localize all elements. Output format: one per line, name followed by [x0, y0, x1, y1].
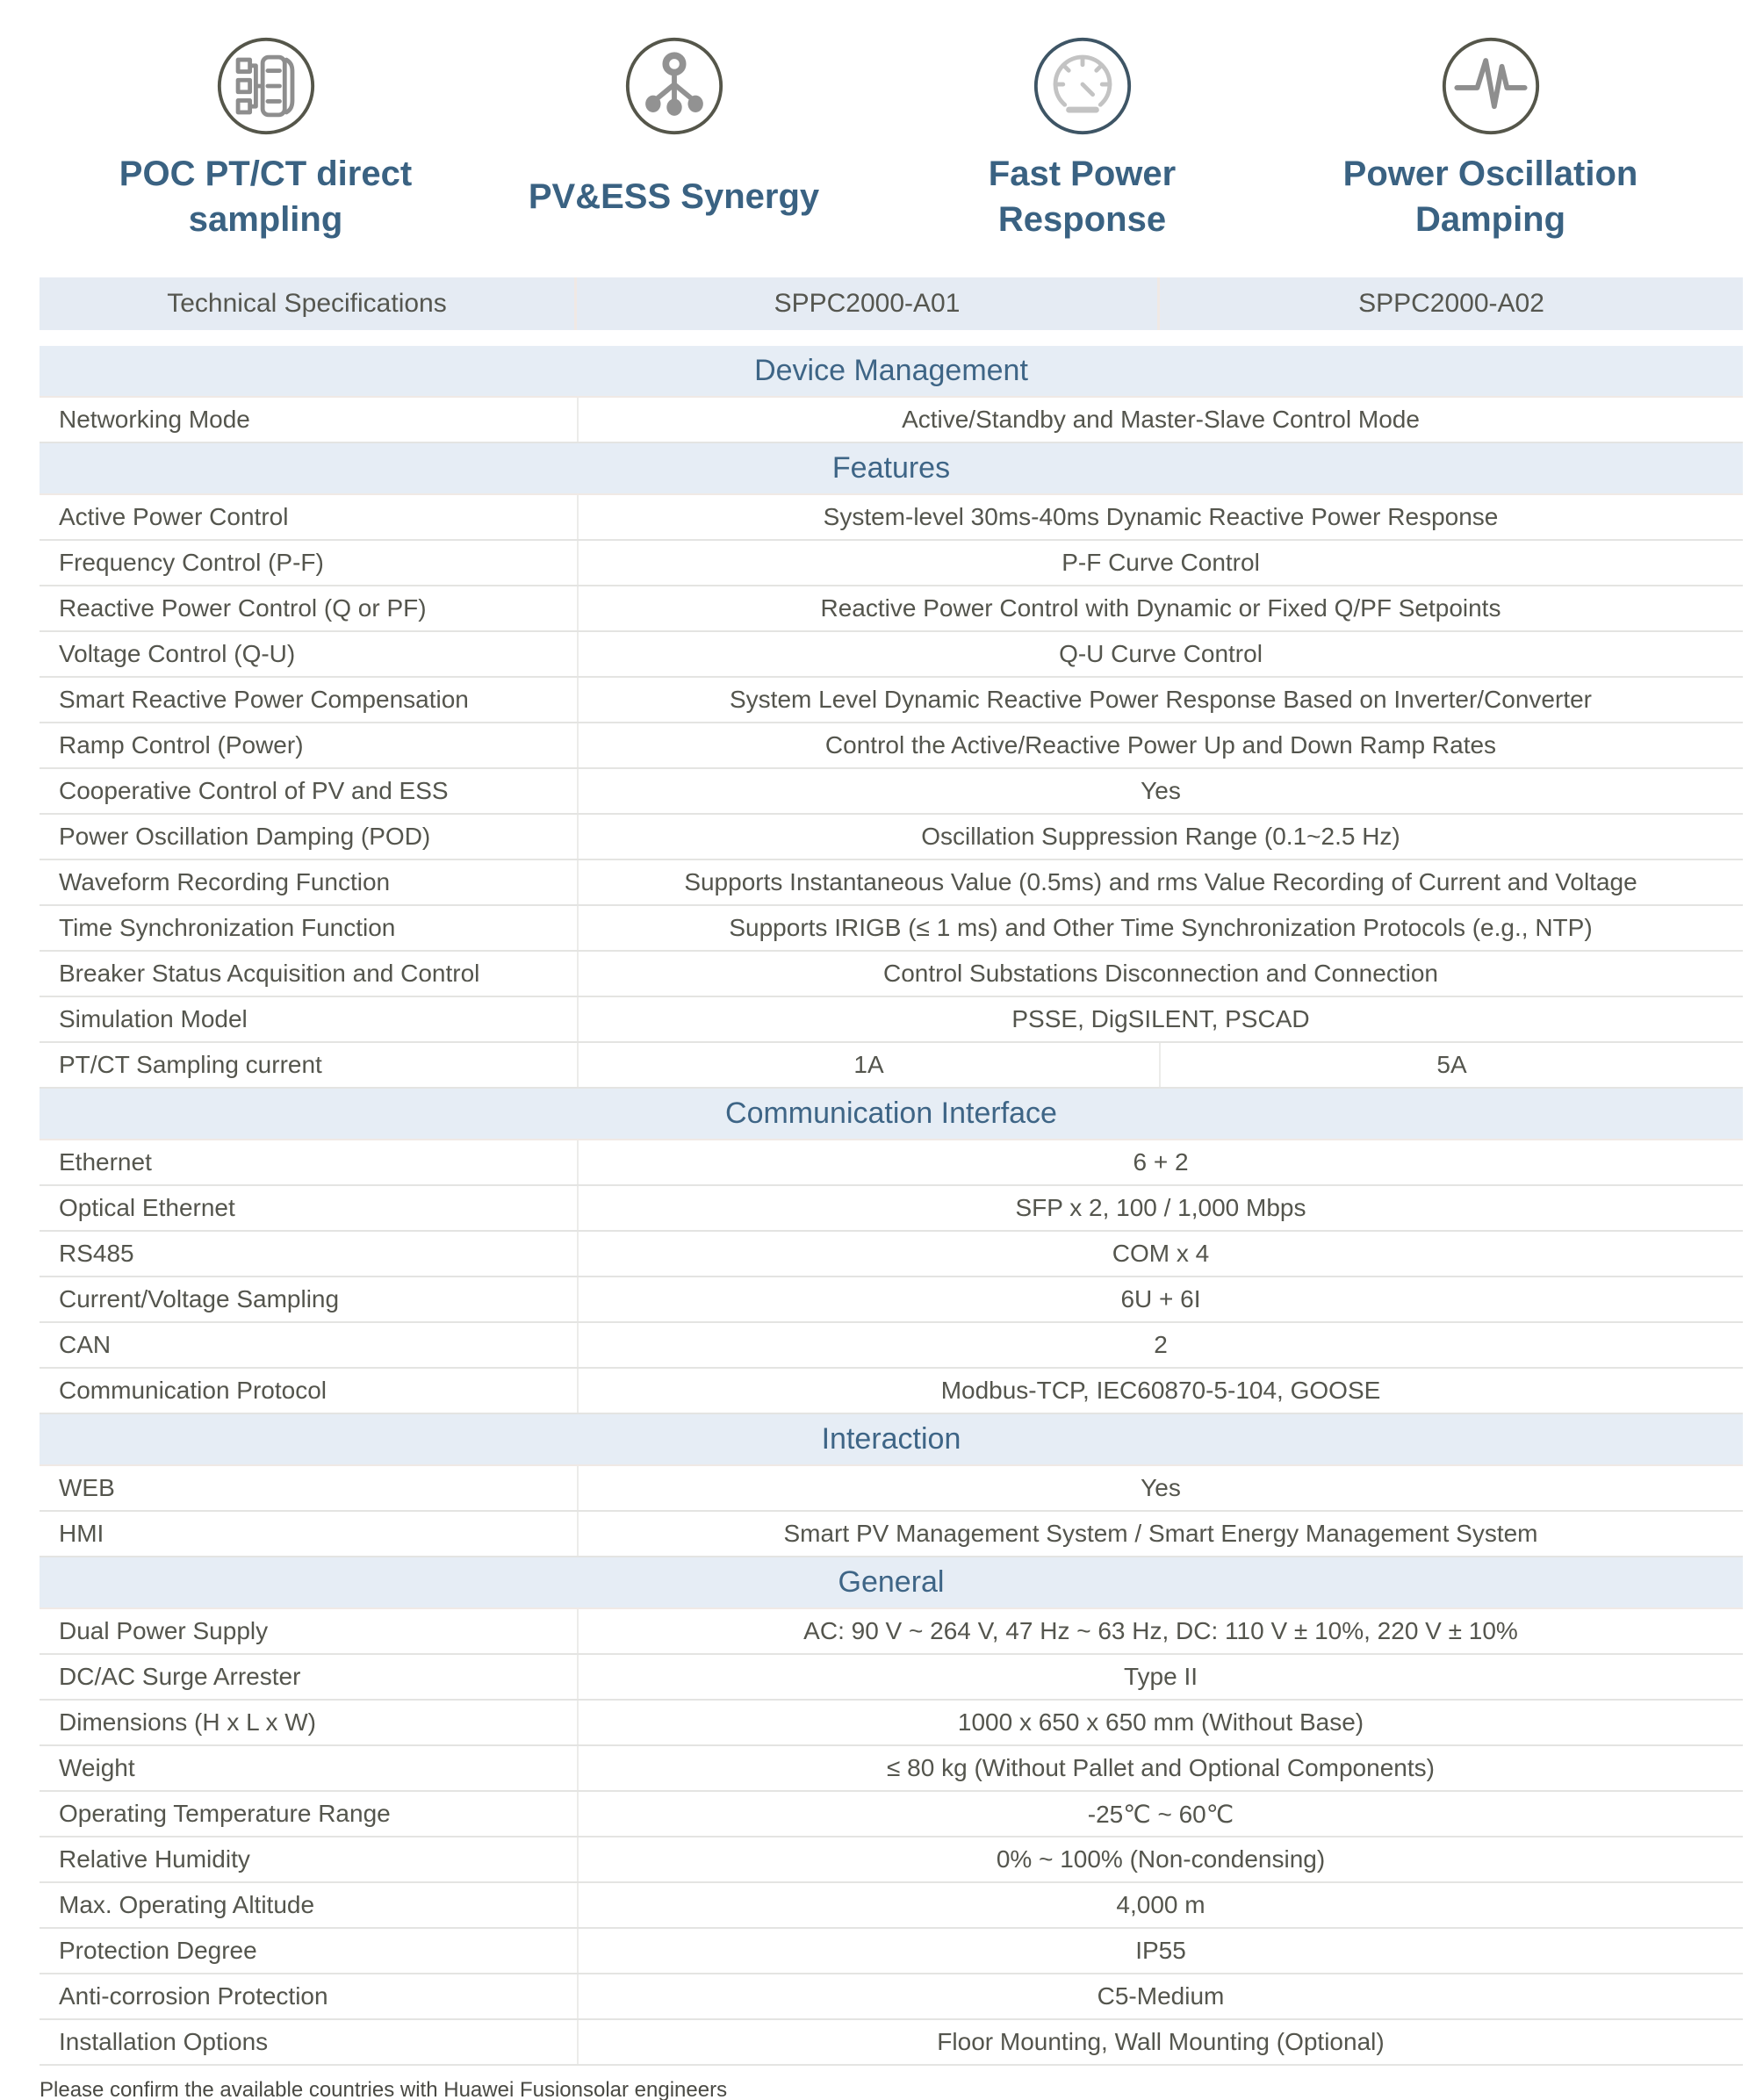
feature-label: PV&ESS Synergy	[528, 177, 820, 216]
row-label: RS485	[59, 1240, 134, 1267]
row-value: 0% ~ 100% (Non-condensing)	[577, 1838, 1743, 1881]
spec-row-networking-mode	[40, 398, 1743, 443]
row-label: HMI	[59, 1520, 104, 1547]
row-value: Smart PV Management System / Smart Energy Management System	[577, 1512, 1743, 1556]
row-value: Supports Instantaneous Value (0.5ms) and rms Value Recording of Current and Voltage	[577, 860, 1743, 904]
row-value: Control Substations Disconnection and Connection	[577, 952, 1743, 996]
section-title: Device Management	[754, 354, 1028, 387]
row-label: Ramp Control (Power)	[59, 731, 304, 759]
row-label: Current/Voltage Sampling	[59, 1285, 340, 1312]
row-label: Installation Options	[59, 2028, 269, 2055]
row-label: Operating Temperature Range	[59, 1800, 391, 1827]
spec-row-ethernet	[40, 1140, 1743, 1186]
feature-label: Fast Power Response	[988, 155, 1177, 239]
row-value: Supports IRIGB (≤ 1 ms) and Other Time Synchronization Protocols (e.g., NTP)	[577, 906, 1743, 950]
row-label: Power Oscillation Damping (POD)	[59, 823, 431, 850]
row-value: 1000 x 650 x 650 mm (Without Base)	[577, 1701, 1743, 1744]
header-technical-specifications: Technical Specifications	[40, 277, 577, 330]
spec-row-time-synchronization-function	[40, 906, 1743, 952]
spec-row-smart-reactive-power-compensation	[40, 678, 1743, 723]
row-value: 6 + 2	[577, 1140, 1743, 1184]
feature-item-power-oscillation-damping	[1286, 35, 1695, 244]
header-model-sppc2000-a02: SPPC2000-A02	[1358, 289, 1544, 318]
feature-label: Power Oscillation Damping	[1342, 155, 1638, 239]
row-label: Networking Mode	[59, 406, 250, 433]
row-label: Protection Degree	[59, 1937, 257, 1964]
row-label: CAN	[59, 1331, 112, 1358]
row-value: Q-U Curve Control	[577, 632, 1743, 676]
spec-row-dc-ac-surge-arrester	[40, 1655, 1743, 1701]
section-header-interaction	[40, 1414, 1743, 1466]
spec-row-operating-temperature-range	[40, 1792, 1743, 1838]
pv-ess-synergy-icon	[623, 35, 725, 137]
row-label: DC/AC Surge Arrester	[59, 1663, 301, 1690]
spec-row-frequency-control-p-f	[40, 541, 1743, 586]
row-value: Active/Standby and Master-Slave Control Mode	[577, 398, 1743, 442]
section-header-general	[40, 1557, 1743, 1609]
row-label: Breaker Status Acquisition and Control	[59, 960, 480, 987]
spec-row-cooperative-control-of-pv-and-ess	[40, 769, 1743, 815]
feature-label: POC PT/CT direct sampling	[119, 155, 413, 239]
row-value: C5-Medium	[577, 1974, 1743, 2018]
row-label: Reactive Power Control (Q or PF)	[59, 594, 427, 622]
section-title: Communication Interface	[725, 1097, 1057, 1130]
row-value: Yes	[577, 769, 1743, 813]
spec-row-optical-ethernet	[40, 1186, 1743, 1232]
header-model-sppc2000-a01: SPPC2000-A01	[577, 277, 1160, 330]
row-value: P-F Curve Control	[577, 541, 1743, 585]
footer-note: Please confirm the available countries with Huawei Fusionsolar engineers	[40, 2078, 728, 2100]
row-label: Communication Protocol	[59, 1377, 327, 1404]
poc-sampling-icon	[215, 35, 317, 137]
row-label: Weight	[59, 1754, 135, 1781]
power-oscillation-damping-icon	[1440, 35, 1542, 137]
row-label: Frequency Control (P-F)	[59, 549, 324, 576]
spec-row-dual-power-supply	[40, 1609, 1743, 1655]
row-value: System Level Dynamic Reactive Power Response Based on Inverter/Converter	[577, 678, 1743, 722]
row-value: Floor Mounting, Wall Mounting (Optional)	[577, 2020, 1743, 2064]
section-title: Interaction	[821, 1422, 961, 1456]
spec-row-protection-degree	[40, 1929, 1743, 1974]
row-value: 4,000 m	[577, 1883, 1743, 1927]
row-value: ≤ 80 kg (Without Pallet and Optional Components)	[577, 1746, 1743, 1790]
spec-row-installation-options	[40, 2020, 1743, 2066]
row-value: Control the Active/Reactive Power Up and Down Ramp Rates	[577, 723, 1743, 767]
section-header-device-management	[40, 346, 1743, 398]
spec-row-can	[40, 1323, 1743, 1369]
row-value: Yes	[577, 1466, 1743, 1510]
row-value: -25℃ ~ 60℃	[577, 1792, 1743, 1836]
row-value: Type II	[577, 1655, 1743, 1699]
row-value: Reactive Power Control with Dynamic or Fixed Q/PF Setpoints	[577, 586, 1743, 630]
spec-row-reactive-power-control-q-or-pf	[40, 586, 1743, 632]
spec-row-weight	[40, 1746, 1743, 1792]
feature-item-poc-sampling	[61, 35, 470, 244]
spec-row-power-oscillation-damping-pod	[40, 815, 1743, 860]
row-value: 6U + 6I	[577, 1277, 1743, 1321]
spec-row-communication-protocol	[40, 1369, 1743, 1414]
feature-banner	[0, 0, 1756, 244]
table-header-row	[40, 277, 1743, 330]
spec-row-max-operating-altitude	[40, 1883, 1743, 1929]
row-value: AC: 90 V ~ 264 V, 47 Hz ~ 63 Hz, DC: 110 V ± 10%, 220 V ± 10%	[577, 1609, 1743, 1653]
spec-row-ramp-control-power	[40, 723, 1743, 769]
row-label: Active Power Control	[59, 503, 289, 530]
row-value: SFP x 2, 100 / 1,000 Mbps	[577, 1186, 1743, 1230]
spec-row-relative-humidity	[40, 1838, 1743, 1883]
spec-row-pt-ct-sampling-current	[40, 1043, 1743, 1089]
row-value: 2	[577, 1323, 1743, 1367]
spec-row-simulation-model	[40, 997, 1743, 1043]
header-gap	[40, 330, 1743, 346]
spec-table-body	[40, 346, 1743, 2066]
spec-row-current-voltage-sampling	[40, 1277, 1743, 1323]
spec-row-anti-corrosion-protection	[40, 1974, 1743, 2020]
row-label: Simulation Model	[59, 1005, 248, 1032]
row-label: Cooperative Control of PV and ESS	[59, 777, 449, 804]
spec-row-web	[40, 1466, 1743, 1512]
row-label: Dimensions (H x L x W)	[59, 1708, 317, 1736]
spec-row-waveform-recording-function	[40, 860, 1743, 906]
row-label: Anti-corrosion Protection	[59, 1982, 328, 2010]
row-label: Waveform Recording Function	[59, 868, 391, 895]
section-header-features	[40, 443, 1743, 495]
spec-row-active-power-control	[40, 495, 1743, 541]
row-value: PSSE, DigSILENT, PSCAD	[577, 997, 1743, 1041]
spec-row-hmi	[40, 1512, 1743, 1557]
row-value-a02: 5A	[1159, 1043, 1743, 1087]
row-label: Optical Ethernet	[59, 1194, 235, 1221]
spec-row-dimensions-h-x-l-x-w	[40, 1701, 1743, 1746]
row-value-a01: 1A	[577, 1043, 1159, 1087]
row-label: Ethernet	[59, 1148, 152, 1176]
row-label: WEB	[59, 1474, 115, 1501]
row-label: Smart Reactive Power Compensation	[59, 686, 469, 713]
row-value: Oscillation Suppression Range (0.1~2.5 Hz)	[577, 815, 1743, 859]
row-value: COM x 4	[577, 1232, 1743, 1276]
row-label: Relative Humidity	[59, 1845, 250, 1873]
spec-row-voltage-control-q-u	[40, 632, 1743, 678]
section-header-communication-interface	[40, 1089, 1743, 1140]
spec-row-breaker-status-acquisition-and-control	[40, 952, 1743, 997]
row-label: Dual Power Supply	[59, 1617, 269, 1644]
section-title: General	[838, 1565, 945, 1599]
row-label: PT/CT Sampling current	[59, 1051, 322, 1078]
row-value: System-level 30ms-40ms Dynamic Reactive Power Response	[577, 495, 1743, 539]
fast-power-response-icon	[1032, 35, 1133, 137]
row-value: IP55	[577, 1929, 1743, 1973]
row-label: Max. Operating Altitude	[59, 1891, 315, 1918]
row-label: Time Synchronization Function	[59, 914, 396, 941]
spec-table	[40, 277, 1743, 2066]
section-title: Features	[831, 451, 951, 485]
row-label: Voltage Control (Q-U)	[59, 640, 296, 667]
spec-row-rs485	[40, 1232, 1743, 1277]
feature-item-pv-ess-synergy	[470, 35, 878, 244]
row-value: Modbus-TCP, IEC60870-5-104, GOOSE	[577, 1369, 1743, 1413]
feature-item-fast-power-response	[878, 35, 1286, 244]
